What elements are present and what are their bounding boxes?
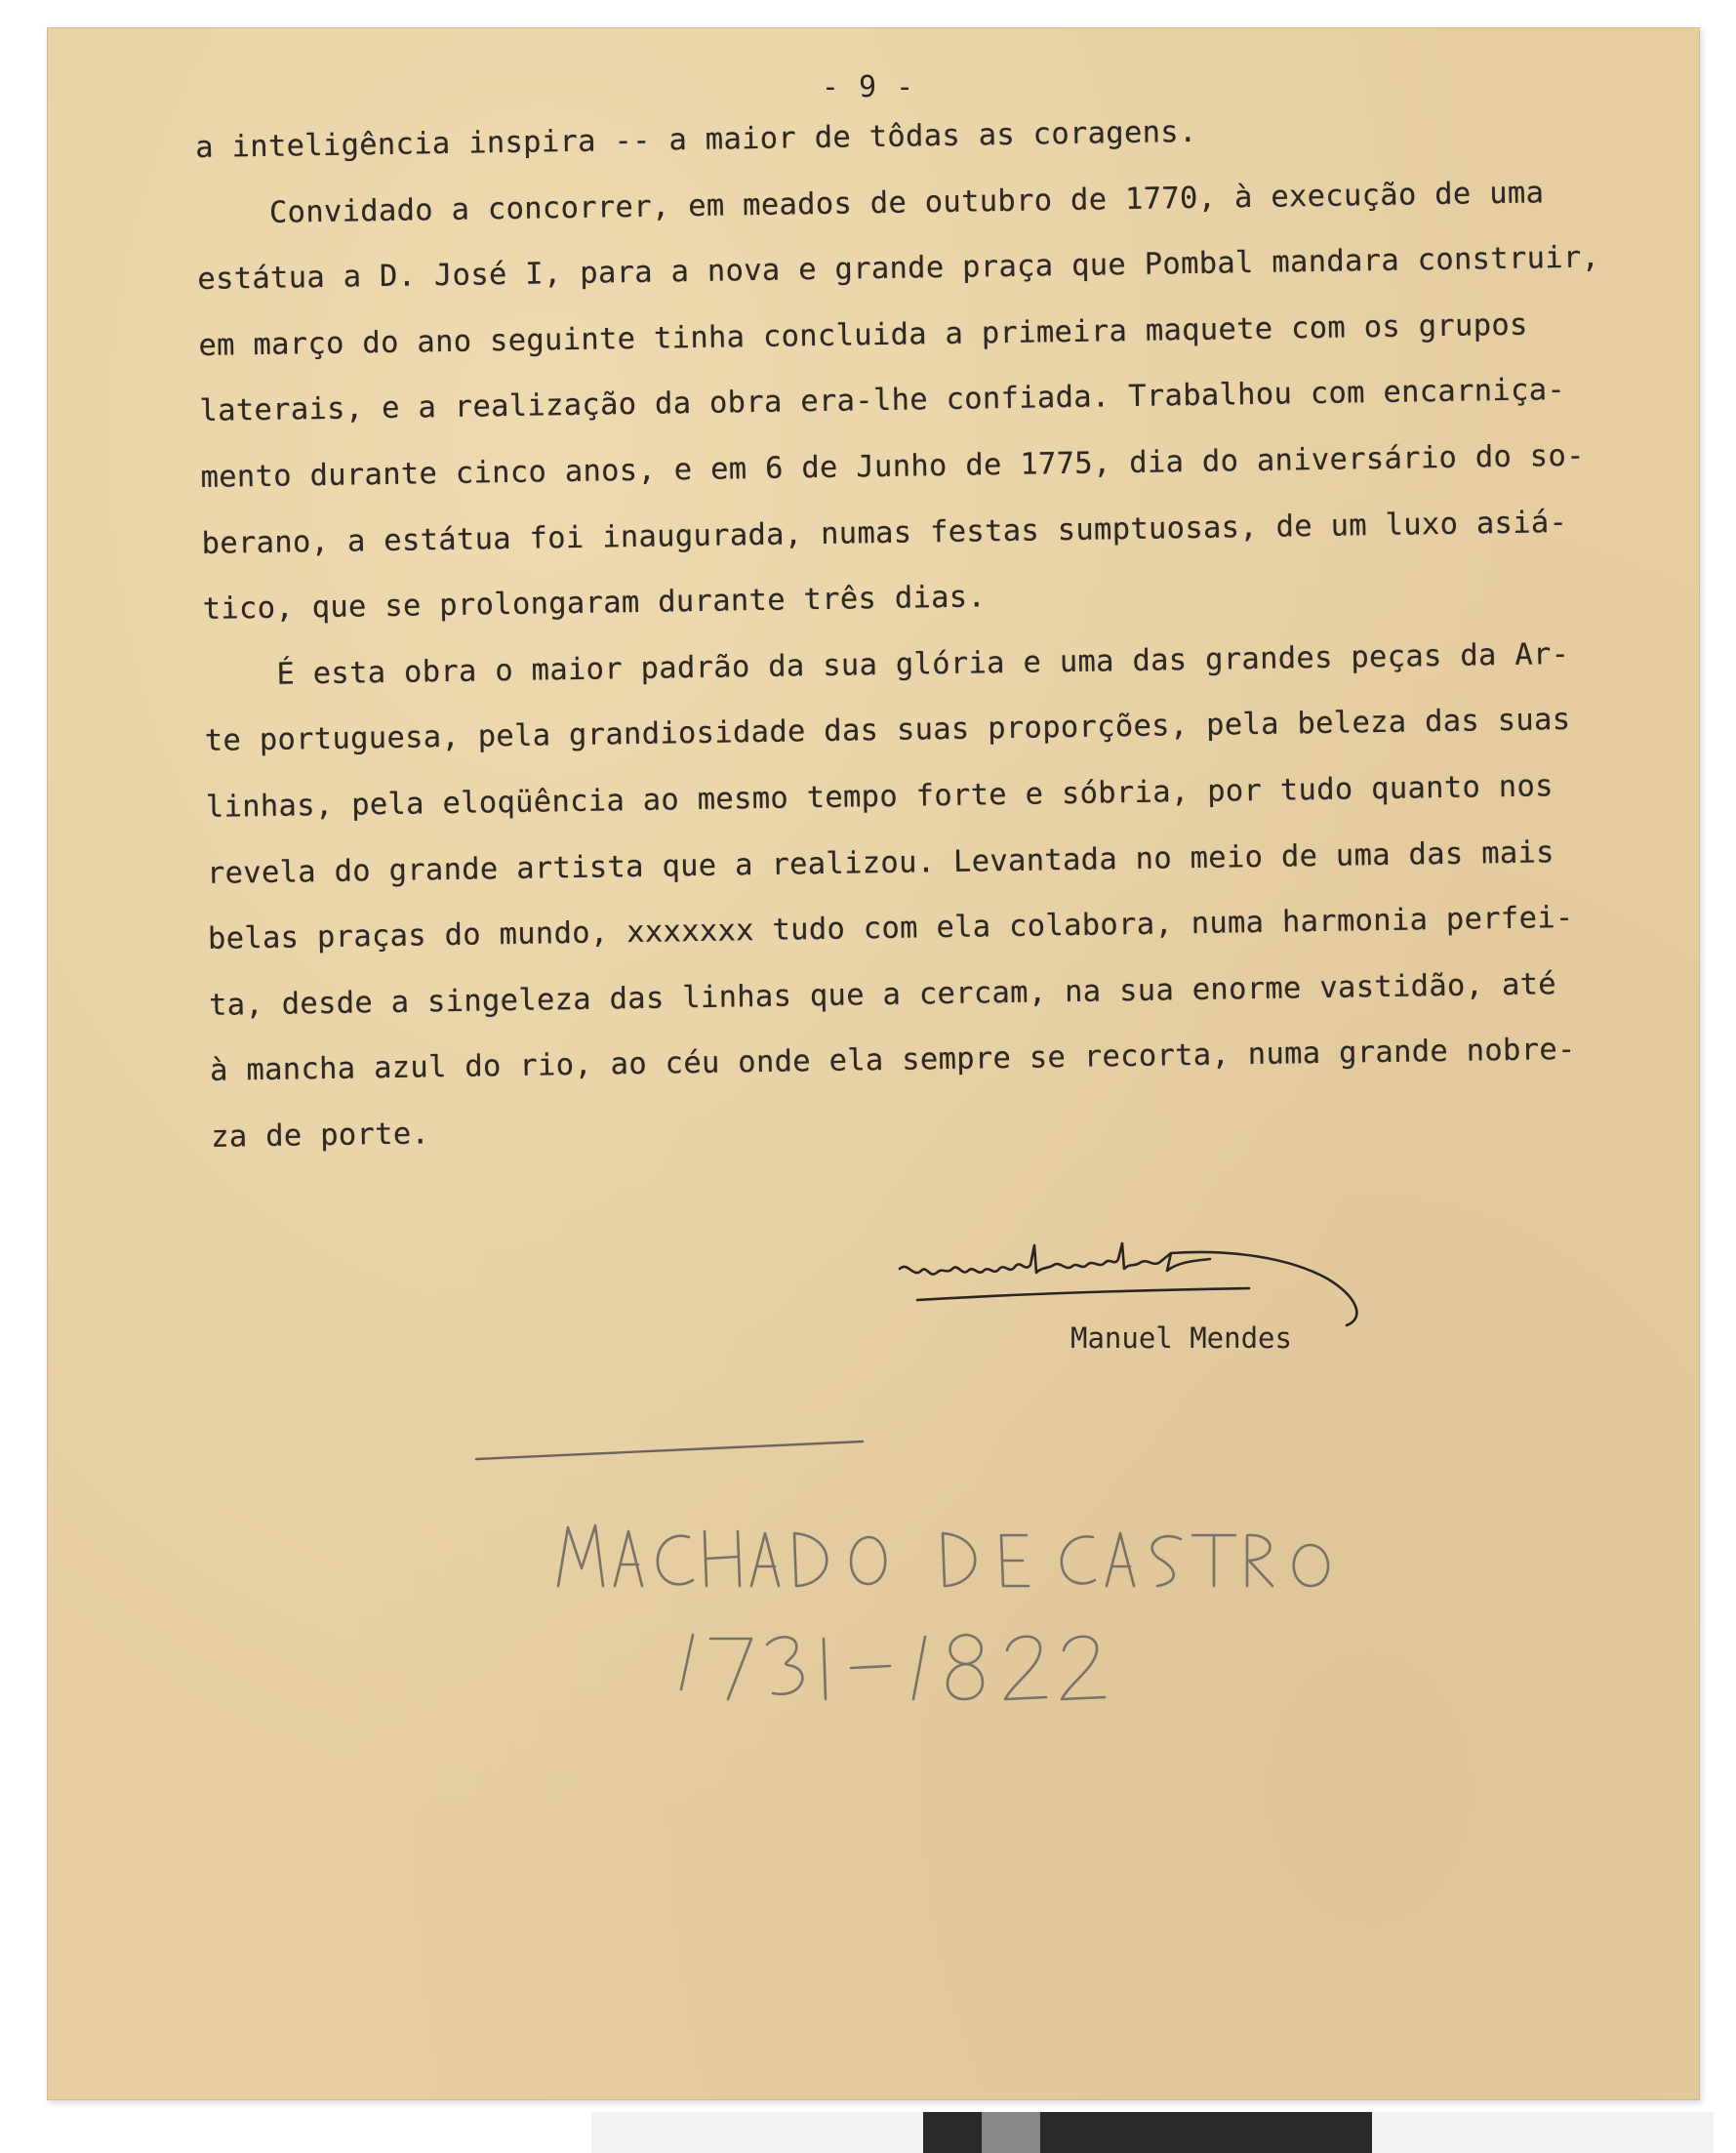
text-line: revela do grande artista que a realizou. Levantada no meio de uma das mais: [206, 834, 1555, 891]
text-line: laterais, e a realização da obra era-lhe confiada. Trabalhou com encarniça-: [199, 373, 1566, 429]
text-line: a inteligência inspira -- a maior de tôdas as coragens.: [195, 114, 1197, 165]
pencil-annotation: [546, 1508, 1425, 1742]
text-line: belas praças do mundo, xxxxxxx tudo com ela colabora, numa harmonia perfei-: [207, 901, 1574, 957]
text-line: tico, que se prolongaram durante três dias.: [202, 580, 987, 628]
text-line: em março do ano seguinte tinha concluida a primeira maquete com os grupos: [198, 307, 1528, 363]
text-line: linhas, pela eloqüência ao mesmo tempo forte e sóbria, por tudo quanto nos: [205, 769, 1554, 825]
typed-text-body: [195, 106, 1734, 1186]
handwritten-signature: [878, 1210, 1503, 1327]
signature-block: [878, 1210, 1503, 1366]
signer-typed-name: Manuel Mendes: [1070, 1321, 1292, 1355]
text-line: te portuguesa, pela grandiosidade das suas proporções, pela beleza das suas: [204, 703, 1571, 759]
page-number: - 9 -: [821, 70, 915, 104]
text-line: za de porte.: [210, 1117, 430, 1155]
text-line: à mancha azul do rio, ao céu onde ela sempre se recorta, numa grande nobre-: [209, 1033, 1576, 1089]
text-line: É esta obra o maior padrão da sua glória e uma das grandes peças da Ar-: [203, 636, 1570, 693]
text-line: mento durante cinco anos, e em 6 de Junho de 1775, dia do aniversário do so-: [200, 438, 1586, 495]
text-line: berano, a estátua foi inaugurada, numas festas sumptuosas, de um luxo asiá-: [201, 505, 1568, 561]
color-scale-bar: [591, 2112, 1714, 2153]
text-line: ta, desde a singeleza das linhas que a cercam, na sua enorme vastidão, até: [208, 966, 1557, 1023]
text-line: estátua a D. José I, para a nova e grande praça que Pombal mandara construir,: [197, 240, 1600, 298]
pencil-underline: [468, 1430, 878, 1469]
text-line: Convidado a concorrer, em meados de outubro de 1770, à execução de uma: [196, 175, 1545, 231]
